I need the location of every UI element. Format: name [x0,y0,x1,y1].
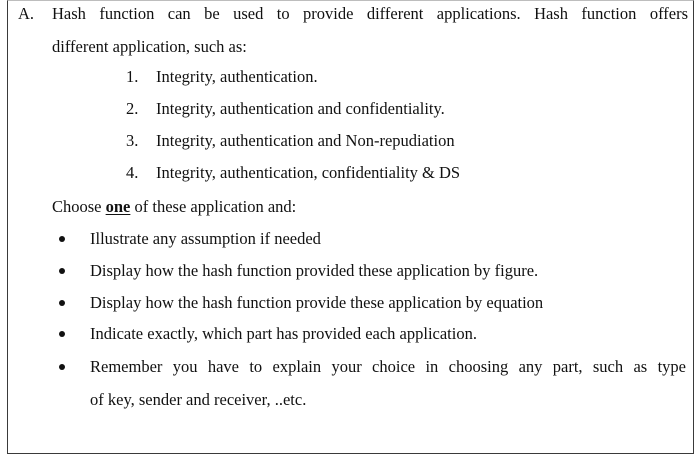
question-intro-line1: Hash function can be used to provide different applications. Hash function offers [52,4,688,23]
bullet-dot-icon [59,364,65,370]
bullet-dot-icon [59,236,65,242]
task-item-3: Display how the hash function provide these application by equation [90,293,544,312]
task-item-4: Indicate exactly, which part has provided each application. [90,324,477,343]
task-item-5-continuation: of key, sender and receiver, ..etc. [90,390,307,409]
option-number-1: 1. [126,67,139,86]
question-intro-line2: different application, such as: [52,37,247,56]
option-number-4: 4. [126,163,139,182]
option-number-3: 3. [126,131,139,150]
instruction-emphasis: one [105,197,131,216]
option-text-4: Integrity, authentication, confidentiality & DS [156,163,461,182]
instruction-prefix: Choose [52,197,106,216]
instruction-suffix: of these application and: [130,197,297,216]
option-text-3: Integrity, authentication and Non-repudiation [156,131,455,150]
option-text-1: Integrity, authentication. [156,67,318,86]
option-text-2: Integrity, authentication and confidentiality. [156,99,445,118]
task-item-2: Display how the hash function provided these application by figure. [90,261,539,280]
option-number-2: 2. [126,99,139,118]
bullet-dot-icon [59,268,65,274]
question-label: A. [18,4,35,23]
instruction-line [52,197,296,217]
question-box [7,0,694,454]
task-item-1: Illustrate any assumption if needed [90,229,321,248]
task-item-5: Remember you have to explain your choice in choosing any part, such as type [90,357,686,376]
bullet-dot-icon [59,331,65,337]
bullet-dot-icon [59,300,65,306]
